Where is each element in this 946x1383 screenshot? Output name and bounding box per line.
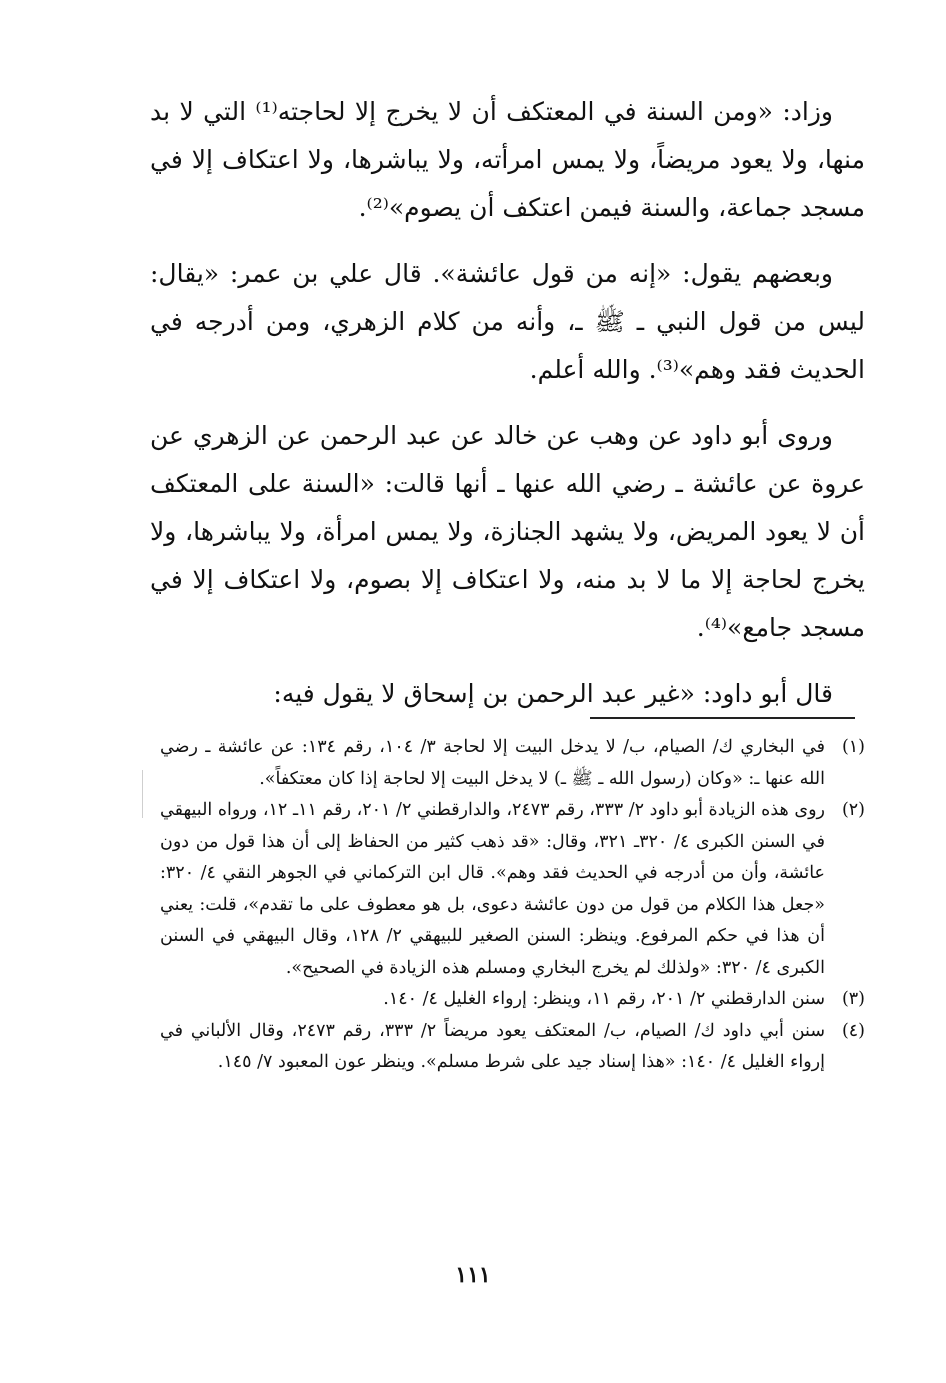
footnote-1 (160, 732, 865, 795)
footnote-text: في البخاري ك/ الصيام، ب/ لا يدخل البيت إلا لحاجة ٣/ ١٠٤، رقم ١٣٤: عن عائشة ـ رضي الله عنها ـ: «وكان (رسول الله ـ ﷺ ـ) لا يدخل البيت إلا لحاجة إذا كان معتكفاً». (160, 737, 825, 789)
footnote-4 (160, 1016, 865, 1079)
paragraph-3: وروى أبو داود عن وهب عن خالد عن عبد الرحمن عن الزهري عن عروة عن عائشة ـ رضي الله عنها ـ أنها قالت: «السنة على المعتكف أن لا يعود المريض، ولا يشهد الجنازة، ولا يمس امرأة، ولا يباشرها، ولا يخرج لحاجة إلا ما لا بد منه، ولا اعتكاف إلا بصوم، ولا اعتكاف إلا في مسجد جامع»⁽⁴⁾. (150, 421, 865, 642)
footnote-separator (590, 717, 855, 719)
footnote-number: (١) (841, 737, 865, 757)
footnote-2 (160, 795, 865, 984)
footnote-number: (٢) (841, 800, 865, 820)
footnote-text: سنن أبي داود ك/ الصيام، ب/ المعتكف يعود مريضاً ٢/ ٣٣٣، رقم ٢٤٧٣، وقال الألباني في إرواء الغليل ٤/ ١٤٠: «هذا إسناد جيد على شرط مسلم». وينظر عون المعبود ٧/ ١٤٥. (160, 1020, 825, 1072)
margin-mark (142, 770, 143, 818)
main-text (150, 88, 865, 718)
paragraph-4: قال أبو داود: «غير عبد الرحمن بن إسحاق لا يقول فيه: (273, 679, 833, 708)
footnote-number: (٤) (841, 1020, 865, 1041)
footnote-number: (٣) (841, 989, 865, 1009)
footnote-text: روى هذه الزيادة أبو داود ٢/ ٣٣٣، رقم ٢٤٧٣، والدارقطني ٢/ ٢٠١، رقم ١١ـ ١٢، ورواه البيهقي في السنن الكبرى ٤/ ٣٢٠ـ ٣٢١، وقال: «قد ذهب كثير من الحفاظ إلى أن هذا قول من دون عائشة، وأن من أدرجه في الحديث فقد وهم». قال ابن التركماني في الجوهر النقي ٤/ ٣٢٠: «جعل هذا الكلام من قول من دون عائشة دعوى، بل هو معطوف على ما تقدم»، قلت: يعني أن هذا في حكم المرفوع. وينظر: السنن الصغير للبيهقي ٢/ ١٢٨، وقال البيهقي في السنن الكبرى ٤/ ٣٢٠: «ولذلك لم يخرج البخاري ومسلم هذه الزيادة في الصحيح». (160, 800, 825, 978)
footnote-text: سنن الدارقطني ٢/ ٢٠١، رقم ١١، وينظر: إرواء الغليل ٤/ ١٤٠. (383, 989, 825, 1009)
footnote-3 (160, 984, 865, 1016)
page-number: ١١١ (455, 1262, 491, 1288)
footnotes (160, 732, 865, 1079)
paragraph-1: وزاد: «ومن السنة في المعتكف أن لا يخرج إلا لحاجته⁽¹⁾ التي لا بد منها، ولا يعود مريضاً، ولا يمس امرأته، ولا يباشرها، ولا اعتكاف إلا في مسجد جماعة، والسنة فيمن اعتكف أن يصوم»⁽²⁾. (150, 97, 865, 222)
paragraph-2: وبعضهم يقول: «إنه من قول عائشة». قال علي بن عمر: «يقال: ليس من قول النبي ـ ﷺ ـ، وأنه من كلام الزهري، ومن أدرجه في الحديث فقد وهم»⁽³⁾. والله أعلم. (150, 259, 865, 384)
